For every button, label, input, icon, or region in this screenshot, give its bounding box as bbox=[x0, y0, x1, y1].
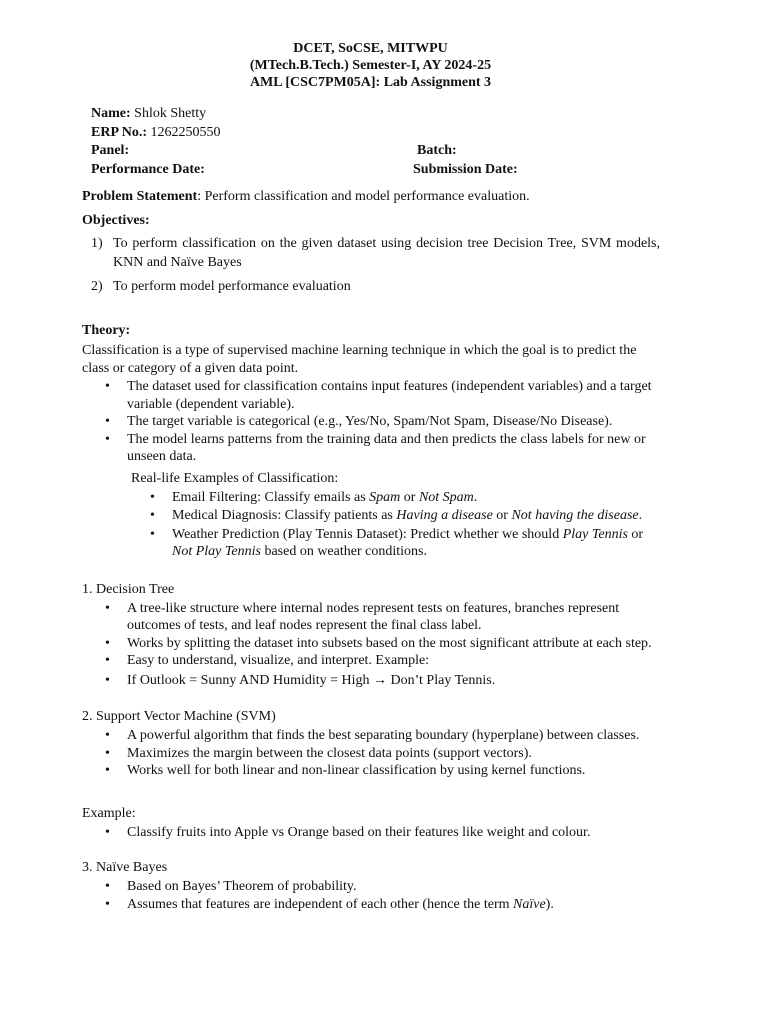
list-item bbox=[82, 727, 660, 745]
bullet-icon: • bbox=[105, 635, 110, 651]
list-item-text: Based on Bayes’ Theorem of probability. bbox=[127, 879, 357, 894]
bullet-icon: • bbox=[105, 600, 110, 616]
list-item bbox=[82, 652, 660, 670]
bullet-icon: • bbox=[105, 728, 110, 743]
list-item-text: A powerful algorithm that finds the best separating boundary (hyperplane) between classes. bbox=[127, 728, 640, 743]
list-item-text: Assumes that features are independent of each other (hence the term bbox=[127, 896, 513, 912]
svm-example-bullets bbox=[82, 824, 660, 842]
list-item-text: ). bbox=[545, 896, 554, 912]
theory-title: Theory: bbox=[82, 323, 131, 338]
naive-bayes-title: 3. Naïve Bayes bbox=[82, 860, 168, 875]
objective-text: To perform model performance evaluation bbox=[113, 279, 351, 294]
svm-example-title: Example: bbox=[82, 805, 136, 821]
example-text: Email Filtering: Classify emails as bbox=[172, 489, 370, 505]
list-item-text: The dataset used for classification contains input features (independent variables) and a target variable (dependent variable). bbox=[127, 379, 652, 412]
theory-intro: Classification is a type of supervised machine learning technique in which the goal is to predict the class or category of a given data point. bbox=[82, 343, 637, 376]
list-item bbox=[82, 745, 660, 763]
objective-number: 1) bbox=[91, 236, 103, 251]
list-item-text: A tree-like structure where internal nodes represent tests on features, branches represent outcomes of tests, and leaf nodes represent the final class label. bbox=[127, 600, 620, 633]
example-text: based on weather conditions. bbox=[260, 544, 427, 559]
submission-date-label: Submission Date: bbox=[413, 161, 518, 177]
list-item bbox=[82, 413, 660, 431]
student-info bbox=[91, 105, 660, 179]
bullet-icon: • bbox=[105, 824, 110, 840]
header-course: AML [CSC7PM05A]: Lab Assignment 3 bbox=[249, 75, 492, 90]
list-item bbox=[82, 507, 660, 525]
theory-bullets bbox=[82, 378, 660, 466]
list-item-text: Maximizes the margin between the closest data points (support vectors). bbox=[127, 745, 532, 761]
examples-title: Real-life Examples of Classification: bbox=[131, 470, 339, 486]
bullet-icon: • bbox=[150, 508, 155, 523]
name-value: Shlok Shetty bbox=[130, 106, 207, 121]
list-item bbox=[82, 672, 660, 690]
panel-row bbox=[91, 142, 660, 161]
batch-label: Batch: bbox=[417, 143, 457, 158]
example-emphasis: Having a disease bbox=[396, 508, 493, 523]
example-emphasis: Play Tennis bbox=[562, 526, 628, 542]
header-semester: (MTech.B.Tech.) Semester-I, AY 2024-25 bbox=[249, 58, 492, 73]
naive-bayes-bullets bbox=[82, 878, 660, 913]
performance-date-label: Performance Date: bbox=[91, 161, 205, 177]
decision-tree-bullets bbox=[82, 600, 660, 690]
erp-value: 1262250550 bbox=[147, 124, 221, 140]
list-item bbox=[82, 824, 660, 842]
example-text: or bbox=[400, 489, 419, 505]
objective-item bbox=[82, 234, 660, 272]
list-item-emphasis: Naïve bbox=[513, 896, 546, 912]
bullet-icon: • bbox=[150, 526, 155, 542]
erp-label: ERP No.: bbox=[91, 124, 147, 140]
svm-bullets bbox=[82, 727, 660, 780]
decision-tree-title: 1. Decision Tree bbox=[82, 581, 175, 597]
example-emphasis: Spam bbox=[369, 489, 401, 505]
document-header bbox=[81, 40, 660, 91]
list-item bbox=[82, 600, 660, 635]
objective-text: To perform classification on the given dataset using decision tree Decision Tree, SVM models, KNN and Naïve Bayes bbox=[113, 236, 660, 270]
name-label: Name: bbox=[91, 106, 131, 121]
example-emphasis: Not Spam bbox=[418, 489, 474, 505]
panel-label: Panel: bbox=[91, 143, 130, 158]
example-text: . bbox=[473, 489, 478, 505]
list-item bbox=[82, 431, 660, 466]
list-item bbox=[82, 378, 660, 413]
bullet-icon: • bbox=[105, 763, 110, 778]
list-item-text: If Outlook = Sunny AND Humidity = High → Don’t Play Tennis. bbox=[127, 672, 496, 688]
list-item bbox=[82, 896, 660, 914]
list-item-text: Easy to understand, visualize, and interpret. Example: bbox=[127, 653, 430, 668]
example-text: . bbox=[638, 508, 643, 523]
example-emphasis: Not Play Tennis bbox=[172, 544, 261, 559]
bullet-icon: • bbox=[105, 745, 110, 761]
objective-item bbox=[82, 277, 660, 296]
list-item bbox=[82, 762, 660, 780]
problem-statement-text: : Perform classification and model performance evaluation. bbox=[197, 189, 530, 204]
example-text: Weather Prediction (Play Tennis Dataset): Predict whether we should bbox=[172, 526, 563, 542]
list-item-text: The model learns patterns from the training data and then predicts the class labels for new or unseen data. bbox=[127, 431, 646, 464]
example-emphasis: Not having the disease bbox=[511, 508, 639, 523]
document-page bbox=[82, 40, 660, 913]
bullet-icon: • bbox=[105, 653, 110, 668]
list-item bbox=[82, 878, 660, 896]
bullet-icon: • bbox=[105, 896, 110, 912]
list-item bbox=[82, 635, 660, 653]
list-item bbox=[82, 489, 660, 507]
bullet-icon: • bbox=[105, 414, 110, 429]
problem-statement-label: Problem Statement bbox=[82, 189, 198, 204]
bullet-icon: • bbox=[105, 879, 110, 894]
list-item-text: The target variable is categorical (e.g., Yes/No, Spam/Not Spam, Disease/No Disease). bbox=[127, 414, 613, 429]
problem-statement bbox=[82, 187, 660, 206]
list-item-text: Classify fruits into Apple vs Orange based on their features like weight and colour. bbox=[127, 824, 591, 840]
list-item-text: Works well for both linear and non-linear classification by using kernel functions. bbox=[127, 763, 586, 778]
name-row bbox=[91, 105, 660, 124]
example-text: or bbox=[627, 526, 644, 542]
objectives-list bbox=[82, 234, 660, 296]
objective-number: 2) bbox=[91, 279, 103, 294]
list-item-text: Works by splitting the dataset into subsets based on the most significant attribute at each step. bbox=[127, 635, 652, 651]
dates-row bbox=[91, 161, 660, 180]
header-institute: DCET, SoCSE, MITWPU bbox=[293, 41, 448, 56]
example-text: or bbox=[492, 508, 512, 523]
objectives-title: Objectives: bbox=[82, 213, 150, 228]
examples-list bbox=[82, 489, 660, 561]
list-item bbox=[82, 526, 660, 561]
bullet-icon: • bbox=[105, 672, 110, 688]
svm-title: 2. Support Vector Machine (SVM) bbox=[82, 709, 276, 724]
erp-row bbox=[91, 124, 660, 143]
bullet-icon: • bbox=[105, 431, 110, 447]
example-text: Medical Diagnosis: Classify patients as bbox=[172, 508, 397, 523]
bullet-icon: • bbox=[105, 379, 110, 394]
bullet-icon: • bbox=[150, 489, 155, 505]
